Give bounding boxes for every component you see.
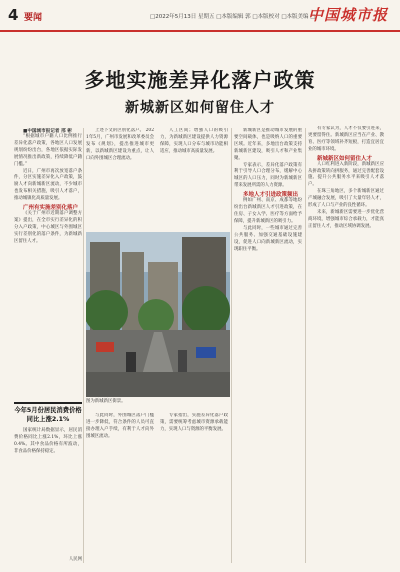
paragraph: 国家统计局数据显示，居民消费价格同比上涨2.1%，环比上涨0.4%。其中食品价格有所波动，非食品价格保持稳定。	[14, 428, 82, 454]
article-column-4	[234, 128, 302, 558]
column-rule	[305, 128, 306, 563]
paragraph: 人工区间；增强人口的吸引力，为新城新区建设提供人力资源保障，实现人口分布与城市功能相适应，推动城市高质量发展。	[160, 128, 228, 154]
paragraph: “根据城市户籍人口比例推行差异化落户政策，各地区人口发展规划纷纷出台，各地区依据实际发展情况推出新政策，持续降低户籍门槛。”	[14, 134, 82, 167]
section-label: 要闻	[24, 13, 43, 23]
paragraph: 在珠三角地区，多个新城新区通过产城融合发展，吸引了大量年轻人才，形成了人口与产业的良性循环。	[308, 189, 384, 209]
column-rule	[231, 128, 232, 563]
article-column-1	[14, 128, 82, 398]
paragraph: 未来，新城新区需要进一步优化营商环境，增强城市综合承载力，才能真正留住人才，推动区域协调发展。	[308, 209, 384, 229]
article-column-3-lower	[160, 413, 228, 563]
page-number: 4	[8, 6, 19, 24]
photo-caption: 图为新城新区街景。	[86, 399, 126, 404]
news-brief-body	[14, 428, 82, 456]
paragraph: 上述下文的区别化落户。 2021年5月，广州市发展和改革委员会发布《规划》，提出推进城市更新，以新城新区建设为重点，让人口向外围城区合理流动。	[86, 128, 154, 161]
subheadline: 新城新区如何留住人才	[125, 100, 275, 116]
headline: 多地实施差异化落户政策	[84, 68, 316, 92]
article-column-3	[160, 128, 228, 228]
news-brief-credit: 人民网	[68, 557, 82, 562]
paragraph: 近日，广州市再次放宽落户条件，分区实施差异化入户政策，鼓励人才向新城新区流动，不少城市也发布相关措施，吸引人才落户，推动城镇化高质量发展。	[14, 168, 82, 202]
paragraph: 专家表示，差异化落户政策有利于引导人口合理分布，缓解中心城区的人口压力，同时为新城新区带来发展所需的人力资源。	[234, 162, 302, 189]
newspaper-logo: 中国城市报	[307, 6, 388, 24]
paragraph: 《关于广州市近期落户调整方案》提出，在全市实行差异化的积分入户政策，中心城区与外围城区实行差别化的落户条件，为新城新区留住人才。	[14, 211, 82, 244]
paragraph: 专家指出，实施差异化落户政策，需要统筹考虑城市资源承载能力，实现人口与资源的平衡发展。	[160, 413, 228, 432]
section-subtitle: 新城新区如何留住人才	[317, 155, 373, 162]
dateline: □2022年5月13日 星期五 □本版编辑 郭 □本版校对 □本版美编 □	[150, 14, 316, 20]
paragraph: 例如广州、南京、成都等地纷纷出台新城新区人才引进政策，在住房、子女入学、医疗等方面给予保障，提升新城新区的吸引力。	[234, 198, 302, 224]
article-column-2	[86, 128, 154, 228]
article-column-5	[308, 126, 384, 556]
news-brief-title: 今年5月份居民消费价格同比上涨2.1%	[14, 407, 82, 423]
section-subtitle: 多地人才引进政策频出	[243, 192, 299, 199]
street-scene-image	[86, 232, 230, 397]
paragraph: 与此同时，一些城市通过完善公共服务、加强交通基础设施建设，促进人口向新城新区流动，实现职住平衡。	[234, 225, 302, 252]
paragraph: 新城新区是推动城市发展的重要空间载体，也是吸纳人口的重要区域。近年来，多地出台政策支持新城新区建设，吸引人才和产业集聚。	[234, 128, 302, 161]
paragraph: 人口红利进入新阶段，新城新区应从拼政策转向拼服务，通过完善配套设施、提升公共服务水平来吸引人才落户。	[308, 161, 384, 188]
column-rule	[83, 128, 84, 563]
article-photo	[86, 232, 230, 397]
article-column-2-lower	[86, 413, 154, 563]
masthead	[0, 0, 400, 32]
paragraph: 与此同时，外围城区落户门槛进一步降低，符合条件的人员可直接办理入户手续，有利于人才向外围城区流动。	[86, 413, 154, 439]
section-subtitle: 广州有实施差别化落户	[23, 205, 79, 212]
byline: ■中国城市报记者 邢 彬	[23, 129, 72, 134]
news-brief-box	[14, 402, 82, 564]
paragraph: 有专家认为，人才不仅要引进来，更要留得住。新城新区应当在产业、教育、医疗等领域补齐短板，打造宜居宜业的城市环境。	[308, 126, 384, 152]
